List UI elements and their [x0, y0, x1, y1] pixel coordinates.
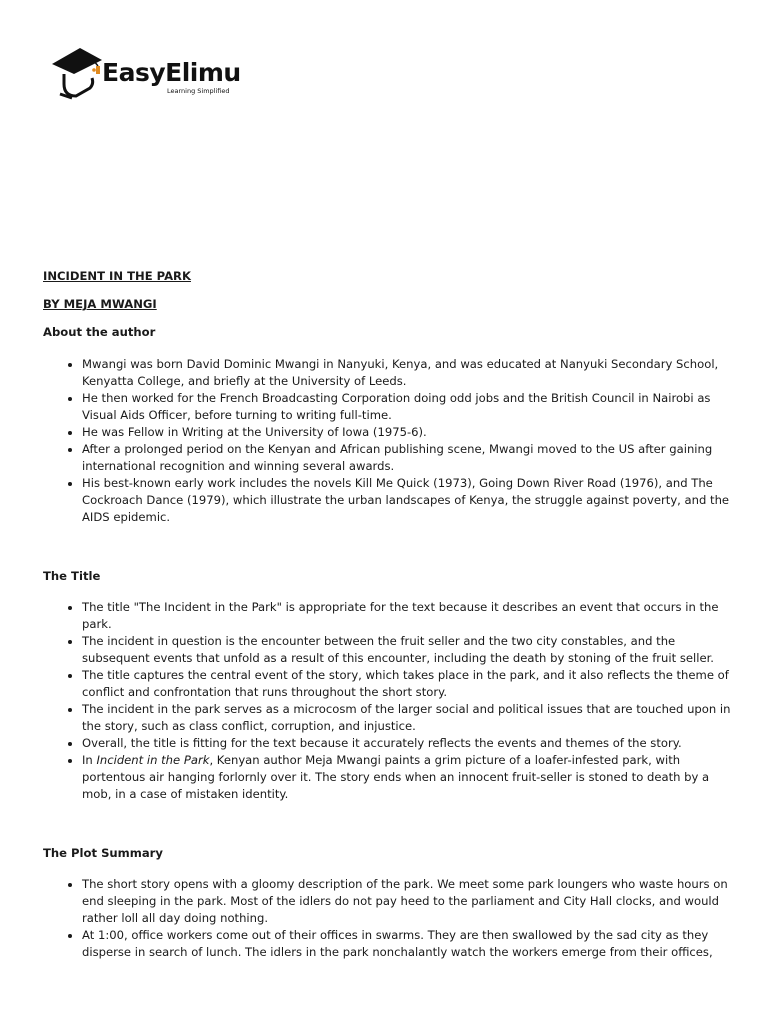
document-title: INCIDENT IN THE PARK	[43, 269, 191, 283]
document-byline: BY MEJA MWANGI	[43, 297, 157, 311]
text-suffix: , Kenyan author Meja Mwangi paints a grim picture of a loafer-infested park, with portentous air hanging forlornly over it. The story ends when an innocent fruit-seller is stoned to death by a mob, in a case of mistaken identity.	[82, 753, 710, 801]
list-item: • The incident in question is the encounter between the fruit seller and the two city constables, and the subsequent events that unfold as a result of this encounter, including the death by stoning of the fruit seller.	[82, 633, 733, 667]
list-item: • Mwangi was born David Dominic Mwangi in Nanyuki, Kenya, and was educated at Nanyuki Secondary School, Kenyatta College, and briefly at the University of Leeds.	[82, 356, 733, 390]
list-item: • Overall, the title is fitting for the text because it accurately reflects the events and themes of the story.	[82, 735, 733, 752]
title-heading: The Title	[43, 569, 101, 583]
list-item: • His best-known early work includes the novels Kill Me Quick (1973), Going Down River Road (1976), and The Cockroach Dance (1979), which illustrate the urban landscapes of Kenya, the struggle against poverty, and the AIDS epidemic.	[82, 475, 733, 526]
text-prefix: In	[82, 753, 97, 767]
plot-list	[43, 876, 733, 961]
list-item	[82, 752, 733, 803]
list-item: • After a prolonged period on the Kenyan and African publishing scene, Mwangi moved to the US after gaining international recognition and winning several awards.	[82, 441, 733, 475]
list-item: • The incident in the park serves as a microcosm of the larger social and political issues that are touched upon in the story, such as class conflict, corruption, and injustice.	[82, 701, 733, 735]
list-item: • He was Fellow in Writing at the University of Iowa (1975-6).	[82, 424, 733, 441]
list-item: • The title "The Incident in the Park" is appropriate for the text because it describes an event that occurs in the park.	[82, 599, 733, 633]
list-item: • The title captures the central event of the story, which takes place in the park, and it also reflects the theme of conflict and confrontation that runs throughout the short story.	[82, 667, 733, 701]
about-list	[43, 356, 733, 526]
about-heading: About the author	[43, 325, 156, 339]
list-item: • At 1:00, office workers come out of their offices in swarms. They are then swallowed by the sad city as they disperse in search of lunch. The idlers in the park nonchalantly watch the workers emerge from their offices,	[82, 927, 733, 961]
story-title-italic: Incident in the Park	[96, 753, 210, 767]
list-item: • He then worked for the French Broadcasting Corporation doing odd jobs and the British Council in Nairobi as Visual Aids Officer, before turning to writing full-time.	[82, 390, 733, 424]
list-item: • The short story opens with a gloomy description of the park. We meet some park loungers who waste hours on end sleeping in the park. Most of the idlers do not pay heed to the parliament and City Hall clocks, and would rather loll all day doing nothing.	[82, 876, 733, 927]
logo-tagline: Learning Simplified	[167, 87, 230, 95]
document-body	[43, 268, 733, 961]
logo	[50, 44, 250, 100]
logo-brand: EasyElimu	[102, 58, 241, 87]
plot-heading: The Plot Summary	[43, 846, 163, 860]
title-list	[43, 599, 733, 803]
